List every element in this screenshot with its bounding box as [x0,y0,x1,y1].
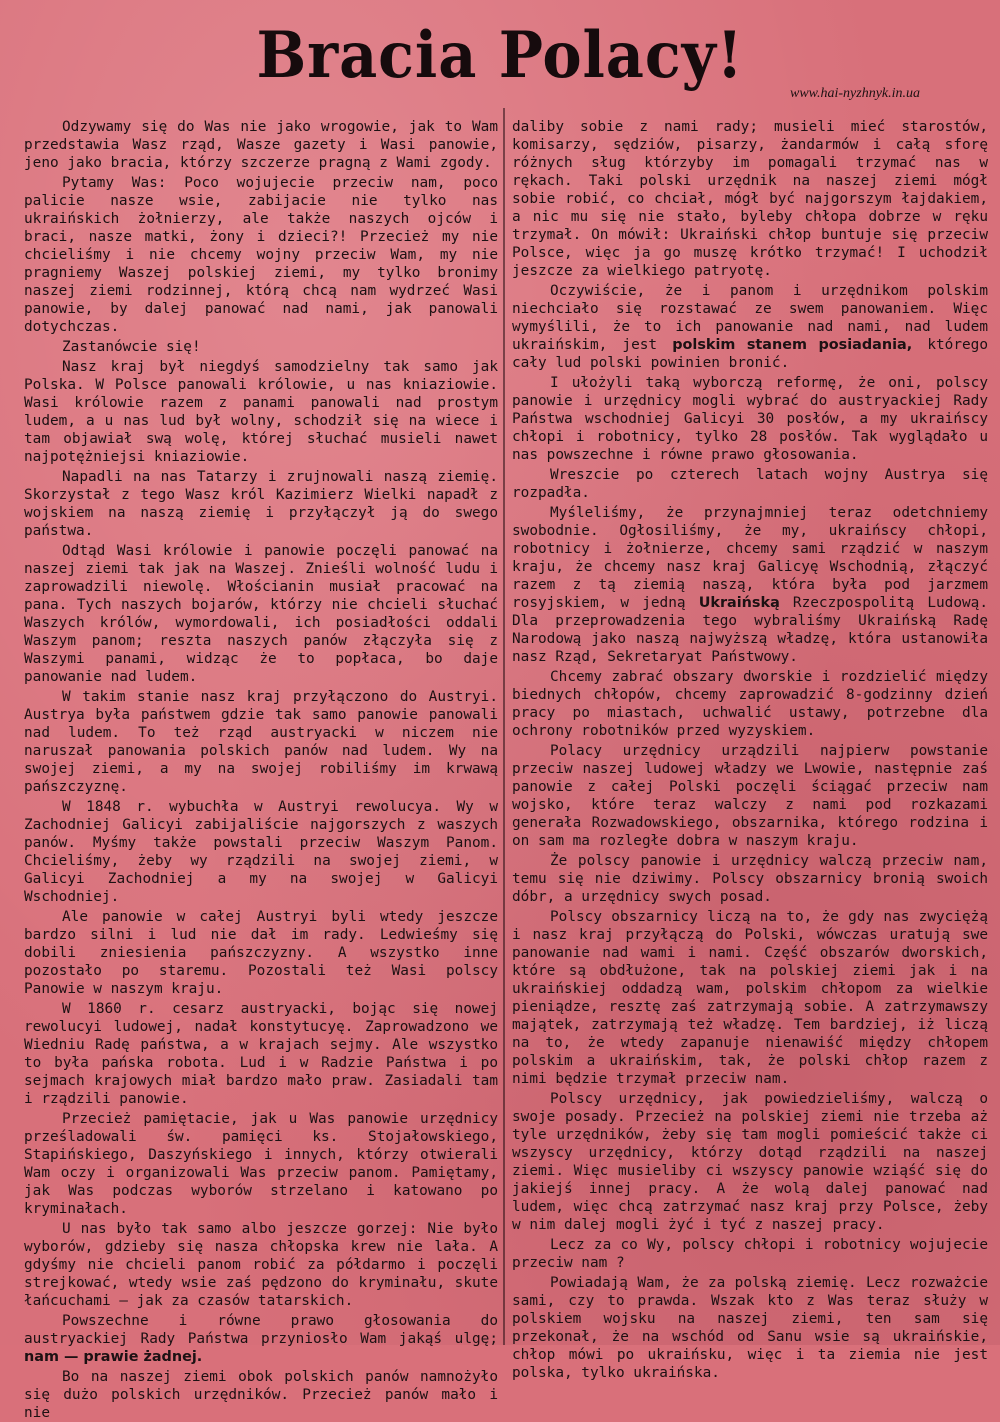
paragraph: Bo na naszej ziemi obok polskich panów namnożyło się dużo polskich urzędników. Przecież panów mało i nie [24,1369,498,1421]
paragraph: Powiadają Wam, że za polską ziemię. Lecz rozważcie sami, czy to prawda. Wszak kto z Was teraz służy w polskiem wojsku na naszej ziemi, ten sam się przekonał, że na wschód od Sanu wsie są ukraińskie, chłop mówi po ukraińsku, więc i ta ziemia nie jest polska, tylko ukraińska. [512,1275,988,1381]
right-column [512,118,989,1381]
paragraph: daliby sobie z nami rady; musieli mieć starostów, komisarzy, sędziów, pisarzy, żandarmów i całą sforę różnych sług którzyby im pomagali trzymać nas w rękach. Taki polski urzędnik na naszej ziemi mógł sobie robić, co chciał, mógł być najgorszym łajdakiem, a nic mu się nie stało, byleby chłopa dobrze w ręku trzymał. On mówił: Ukraiński chłop buntuje się przeciw Polsce, więc ja go muszę krótko trzymać! I uchodził jeszcze za wielkiego patryotę. [512,119,988,279]
paragraph: Polscy obszarnicy liczą na to, że gdy nas zwyciężą i nasz kraj przyłączą do Polski, wówczas uratują swe panowanie nad wami i nami. Część obszarów dworskich, które są obdłużone, tak na polskiej ziemi jak i na ukraińskiej oddadzą wam, polskim chłopom za wielkie pieniądze, resztę zaś zatrzymają sobie. A zatrzymawszy majątek, zatrzymają też władzę. Tem bardziej, iż liczą na to, że wtedy zapanuje nienawiść między chłopem polskim a ukraińskim, tak, że polski chłop razem z nimi będzie trzymał przeciw nam. [512,909,988,1087]
column-divider [503,108,505,1345]
paragraph: Odtąd Wasi królowie i panowie poczęli panować na naszej ziemi tak jak na Waszej. Znieśli wolność ludu i zaprowadzili niewolę. Włościanin musiał pracować na pana. Tych naszych bojarów, którzy nie chcieli słuchać Waszych królów, wymordowali, ich posiadłości oddali Waszym panom; reszta naszych panów złączyła się z Waszymi panami, widząc że to popłaca, bo daje panowanie nad ludem. [24,543,498,685]
paragraph: Polacy urzędnicy urządzili najpierw powstanie przeciw naszej ludowej władzy we Lwowie, następnie zaś panowie z całej Polski poczęli ściągać przeciw nam wojsko, które teraz walczy z nami pod rozkazami generała Rozwadowskiego, obszarnika, którego rodzina i on sam ma rozległe dobra w naszym kraju. [512,743,988,849]
paragraph: Chcemy zabrać obszary dworskie i rozdzielić między biednych chłopów, chcemy zaprowadzić 8-godzinny dzień pracy po miastach, uchwalić ustawy, potrzebne dla ochrony robotników przed wyzyskiem. [512,669,988,739]
text-run: którego cały lud polski powinien bronić. [512,337,989,371]
paragraph [24,1312,498,1366]
paragraph: Odzywamy się do Was nie jako wrogowie, jak to Wam przedstawia Wasz rząd, Wasze gazety i Wasi panowie, jeno jako bracia, którzy szczerze pragną z Wami zgody. [24,119,498,171]
paragraph: Przecież pamiętacie, jak u Was panowie urzędnicy prześladowali św. pamięci ks. Stojałowskiego, Stapińskiego, Daszyńskiego i innych, którzy otwierali Wam oczy i organizowali Was przeciw panom. Pamiętamy, jak Was podczas wyborów strzelano i katowano po kryminałach. [24,1111,498,1217]
text-run: Rzeczpospolitą Ludową. Dla przeprowadzenia tego wybraliśmy Ukraińską Radę Narodową jako naszą najwyższą władzę, która ustanowiła nasz Rząd, Sekretaryat Państwowy. [512,595,988,665]
paragraph: Polscy urzędnicy, jak powiedzieliśmy, walczą o swoje posady. Przecież na polskiej ziemi nie trzeba aż tyle urzędników, żeby się tam mogli pomieścić także ci wszyscy urzędnicy, którzy dotąd rządzili na naszej ziemi. Więc musieliby ci wszyscy panowie wziąść się do jakiejś innej pracy. A że wolą dalej panować nad ludem, więc chcą zatrzymać nasz kraj przy Polsce, żeby w nim dalej mogli żyć i tyć z naszej pracy. [512,1091,988,1233]
paragraph: Napadli na nas Tatarzy i zrujnowali naszą ziemię. Skorzystał z tego Wasz król Kazimierz Wielki napadł z wojskiem na naszą ziemię i przyłączył ją do swego państwa. [24,469,498,539]
emphasis-text: Ukraińską [698,595,780,611]
website-watermark: www.hai-nyzhnyk.in.ua [790,86,921,101]
paragraph: W 1860 r. cesarz austryacki, bojąc się nowej rewolucyi ludowej, nadał konstytucyę. Zaprowadzono we Wiedniu Radę państwa, a w krajach sejmy. Ale wszystko to była pańska robota. Lud i w Radzie Państwa i po sejmach krajowych miał bardzo mało praw. Zasiadali tam i rządzili panowie. [24,1001,498,1107]
left-column [24,118,498,1421]
paragraph: Ale panowie w całej Austryi byli wtedy jeszcze bardzo silni i lud nie dał im rady. Ledwieśmy się dobili zniesienia pańszczyzny. A wszystko inne pozostało po staremu. Pozostali też Wasi polscy Panowie w naszym kraju. [24,909,498,997]
paragraph [512,282,988,372]
paragraph: U nas było tak samo albo jeszcze gorzej: Nie było wyborów, gdzieby się nasza chłopska krew nie lała. A gdyśmy nie chcieli panom robić za półdarmo i poczęli strejkować, wtedy wsie zaś pędzono do kryminału, skute łańcuchami — jak za czasów tatarskich. [24,1221,498,1309]
text-run: Oczywiście, że i panom i urzędnikom polskim niechciało się rozstawać ze swem panowaniem. Więc wymyślili, że to ich panowanie nad nami, nad ludem ukraińskim, jest [512,283,988,353]
paragraph: I ułożyli taką wyborczą reformę, że oni, polscy panowie i urzędnicy mogli wybrać do austryackiej Rady Państwa wschodniej Galicyi 30 posłów, a my ukraińscy chłopi i robotnicy, tylko 28 posłów. Tak wyglądało u nas powszechne i równe prawo głosowania. [512,375,988,463]
paragraph: Pytamy Was: Poco wojujecie przeciw nam, poco palicie nasze wsie, zabijacie nie tylko nas ukraińskich żołnierzy, ale także naszych ojców i braci, nasze matki, żony i dzieci?! Przecież my nie chcieliśmy i nie chcemy wojny przeciw Wam, my nie pragniemy Waszej polskiej ziemi, my tylko bronimy naszej ziemi rodzinnej, którą chcą nam wydrzeć Wasi panowie, by dalej panować nad nami, jak panowali dotychczas. [24,175,498,335]
text-run: Myśleliśmy, że przynajmniej teraz odetchniemy swobodnie. Ogłosiliśmy, że my, ukraińscy chłopi, robotnicy i żołnierze, chcemy sami rządzić w naszym kraju, że chcemy nasz kraj Galicyę Wschodnią, złączyć razem z tą ziemią naszą, która była pod jarzmem rosyjskiem, w jedną [512,505,988,611]
emphasis-text: polskim stanem posiadania, [672,337,913,353]
text-run: Powszechne i równe prawo głosowania do austryackiej Rady Państwa przyniosło Wam jakąś ulgę; [24,1313,498,1347]
paragraph: W 1848 r. wybuchła w Austryi rewolucya. Wy w Zachodniej Galicyi zabijaliście najgorszych z waszych panów. Myśmy także powstali przeciw Waszym Panom. Chcieliśmy, żeby wy rządzili na swojej ziemi, w Galicyi Zachodniej a my na swojej w Galicyi Wschodniej. [24,799,498,905]
paragraph: W takim stanie nasz kraj przyłączono do Austryi. Austrya była państwem gdzie tak samo panowie panowali nad ludem. To też rząd austryacki w niczem nie naruszał panowania polskich panów nad ludem. Wy na swojej ziemi, a my na swojej robiliśmy im krwawą pańszczyznę. [24,689,498,795]
page-title: Bracia Polacy! [256,18,744,93]
paragraph [512,504,988,666]
paragraph: Nasz kraj był niegdyś samodzielny tak samo jak Polska. W Polsce panowali królowie, u nas kniaziowie. Wasi królowie razem z panami panowali nad prostym ludem, a u nas lud był wolny, schodził się na wiece i tam objawiał swą wolę, której słuchać musieli nawet najpotężniejsi kniaziowie. [24,359,498,465]
emphasis-text: nam — prawie żadnej. [24,1349,203,1365]
paragraph: Że polscy panowie i urzędnicy walczą przeciw nam, temu się nie dziwimy. Polscy obszarnicy bronią swoich dóbr, a urzędnicy swych posad. [512,853,988,905]
paragraph: Lecz za co Wy, polscy chłopi i robotnicy wojujecie przeciw nam ? [512,1237,988,1271]
paragraph: Wreszcie po czterech latach wojny Austrya się rozpadła. [512,467,988,501]
paragraph: Zastanówcie się! [62,339,201,355]
